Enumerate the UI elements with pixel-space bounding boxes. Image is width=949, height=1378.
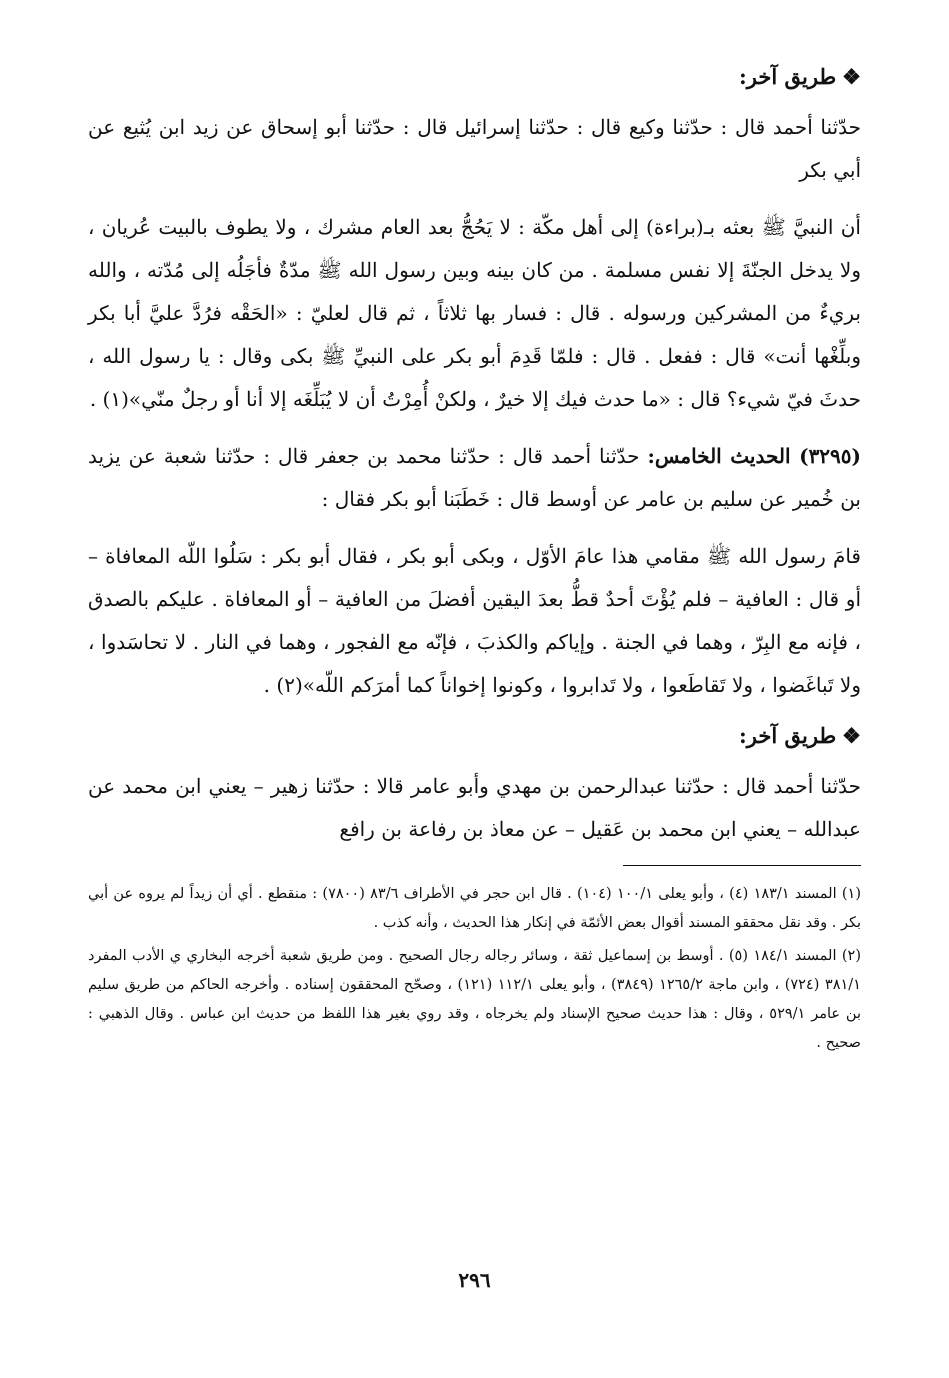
body-paragraph: حدّثنا أحمد قال : حدّثنا وكيع قال : حدّثنا إسرائيل قال : حدّثنا أبو إسحاق عن زيد ابن يُثيع عن أبي بكر: [88, 115, 861, 182]
section-heading: [88, 721, 861, 751]
page-content: [88, 62, 861, 1062]
body-paragraph: [88, 435, 861, 521]
section-heading: [88, 62, 861, 92]
footnote-1: (١) المسند ١٨٣/١ (٤) ، وأبو يعلى ١٠٠/١ (١٠٤) . قال ابن حجر في الأطراف ٨٣/٦ (٧٨٠٠) : منقطع . أي أن زيداً لم يروه عن أبي بكر . وقد نقل محققو المسند أقوال بعض الأئمّة في إنكار هذا الحديث ، وأنه كذب .: [88, 886, 861, 931]
page-number: ٢٩٦: [458, 1268, 491, 1292]
body-paragraph: حدّثنا أحمد قال : حدّثنا عبدالرحمن بن مهدي وأبو عامر قالا : حدّثنا زهير – يعني ابن محمد عن عبدالله – يعني ابن محمد بن عَقيل – عن معاذ بن رفاعة بن رافع: [88, 774, 861, 841]
hadith-text: حدّثنا أحمد قال : حدّثنا محمد بن جعفر قال : حدّثنا شعبة عن يزيد بن خُمير عن سليم بن عامر عن أوسط قال : خَطَبَنا أبو بكر فقال :: [88, 444, 861, 511]
footnote-divider: [623, 865, 861, 866]
heading-text: طريق آخر:: [739, 723, 837, 748]
heading-text: طريق آخر:: [739, 64, 837, 89]
diamond-bullet-icon: ❖: [842, 64, 861, 89]
diamond-bullet-icon: ❖: [842, 723, 861, 748]
body-paragraph: أن النبيَّ ﷺ بعثه بـ(براءة) إلى أهل مكّة : لا يَحُجُّ بعد العام مشرك ، ولا يطوف بالبيت عُريان ، ولا يدخل الجنّةَ إلا نفس مسلمة . من كان بينه وبين رسول الله ﷺ مدّةٌ فأجَلُه إلى مُدّته ، والله بريءٌ من المشركين ورسوله . قال : فسار بها ثلاثاً ، ثم قال لعليّ : «الحَقْه فرُدَّ عليَّ أبا بكر وبلِّغْها أنت» قال : ففعل . قال : فلمّا قَدِمَ أبو بكر على النبيِّ ﷺ بكى وقال : يا رسول الله ، حدثَ فيّ شيء؟ قال : «ما حدث فيك إلا خيرٌ ، ولكنْ أُمِرْتُ أن لا يُبَلِّغَه إلا أنا أو رجلٌ منّي»(١) .: [88, 215, 861, 411]
body-paragraph: قامَ رسول الله ﷺ مقامي هذا عامَ الأوّل ، وبكى أبو بكر ، فقال أبو بكر : سَلُوا اللّه المعافاة – أو قال : العافية – فلم يُؤْتَ أحدٌ قطُّ بعدَ اليقين أفضلَ من العافية – أو المعافاة . عليكم بالصدق ، فإنه مع البِرّ ، وهما في الجنة . وإياكم والكذبَ ، فإنّه مع الفجور ، وهما في النار . لا تحاسَدوا ، ولا تَباغَضوا ، ولا تَقاطَعوا ، ولا تَدابروا ، وكونوا إخواناً كما أمرَكم اللّه»(٢) .: [88, 544, 861, 697]
footnote-2: (٢) المسند ١٨٤/١ (٥) . أوسط بن إسماعيل ثقة ، وسائر رجاله رجال الصحيح . ومن طريق شعبة أخرجه البخاري ي الأدب المفرد ٣٨١/١ (٧٢٤) ، وابن ماجة ١٢٦٥/٢ (٣٨٤٩) ، وأبو يعلى ١١٢/١ (١٢١) ، وصحّح المحققون إسناده . وأخرجه الحاكم من طريق سليم بن عامر ٥٢٩/١ ، وقال : هذا حديث صحيح الإسناد ولم يخرجاه ، وقد روي بغير هذا اللفظ من حديث ابن عباس . وقال الذهبي : صحيح .: [88, 948, 861, 1051]
hadith-number: (٣٢٩٥) الحديث الخامس:: [647, 444, 861, 468]
